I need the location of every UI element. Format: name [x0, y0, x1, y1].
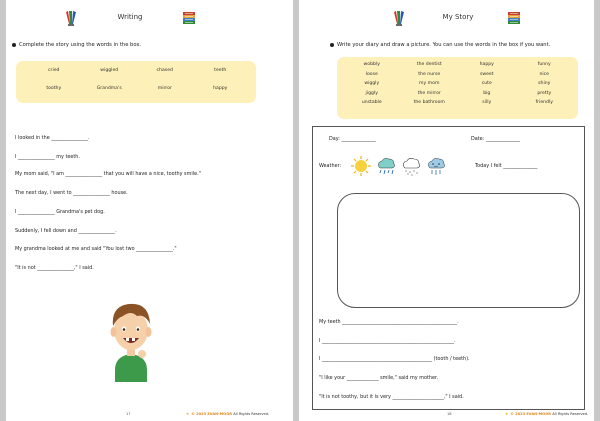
copyright: ★ © 2023 EVAN-MOOR All Rights Reserved.: [505, 412, 589, 416]
word-cell: the dentist: [416, 62, 442, 67]
story-sentence[interactable]: My mom said, "I am _______________ that you will have a nice, toothy smile.": [15, 171, 201, 177]
weather-label: Weather:: [319, 163, 342, 169]
word-cell: happy: [213, 86, 228, 91]
page-title: Writing: [117, 13, 143, 21]
left-page: [6, 0, 293, 421]
word-cell: silly: [482, 100, 492, 105]
word-cell: mirror: [157, 86, 172, 91]
story-line[interactable]: My teeth _______________________________________________.: [319, 319, 459, 325]
story-line[interactable]: "It is not toothy, but it is very _____________________," I said.: [319, 394, 464, 400]
copyright: ★ © 2023 EVAN-MOOR All Rights Reserved.: [186, 412, 270, 416]
word-cell: wobbly: [363, 62, 380, 67]
word-cell: shiny: [538, 81, 551, 86]
word-grid: [343, 62, 573, 105]
drawing-area[interactable]: [337, 193, 580, 308]
page-number: 17: [126, 412, 131, 416]
word-cell: sweet: [479, 71, 494, 77]
left-header: [6, 10, 293, 26]
story-sentence[interactable]: I _______________ my teeth.: [15, 154, 80, 160]
books-icon: [182, 10, 196, 26]
word-grid: [26, 68, 248, 91]
word-cell: cried: [48, 68, 60, 73]
word-cell: cute: [481, 81, 492, 86]
word-cell: unstable: [361, 100, 382, 105]
word-cell: loose: [365, 71, 378, 77]
day-field[interactable]: Day: ______________: [329, 136, 376, 142]
instruction: Complete the story using the words in the box.: [12, 42, 141, 48]
word-cell: nice: [539, 71, 550, 77]
word-cell: my mom: [419, 81, 440, 86]
word-cell: jiggly: [365, 90, 378, 96]
bullet-icon: [12, 43, 16, 47]
word-cell: pretty: [537, 90, 552, 96]
word-cell: wiggly: [364, 81, 380, 86]
word-cell: teeth: [214, 68, 227, 73]
date-field[interactable]: Date: ______________: [471, 136, 521, 142]
story-sentence[interactable]: I _______________ Grandma's pet dog.: [15, 209, 105, 215]
word-cell: funny: [537, 62, 551, 67]
page-title: My Story: [442, 13, 474, 21]
story-line[interactable]: I _____________________________________________ (tooth / teeth).: [319, 356, 470, 362]
today-felt-field[interactable]: Today I felt ______________: [475, 163, 538, 169]
word-cell: the bathroom: [413, 100, 445, 105]
story-sentence[interactable]: "It is not _______________," I said.: [15, 265, 94, 271]
right-page: [299, 0, 594, 421]
word-cell: wiggled: [100, 68, 119, 73]
word-cell: toothy: [46, 86, 62, 91]
word-cell: Grandma's: [96, 86, 122, 91]
story-sentence[interactable]: The next day, I went to _______________ house.: [15, 190, 128, 196]
snow-cloud-icon[interactable]: [425, 155, 447, 177]
books-icon: [507, 10, 521, 26]
instruction: Write your diary and draw a picture. You can use the words in the box if you want.: [330, 42, 550, 48]
star-icon: ★: [186, 412, 190, 416]
bullet-icon: [330, 43, 334, 47]
star-icon: ★: [505, 412, 509, 416]
right-header: [299, 10, 594, 26]
story-sentence[interactable]: My grandma looked at me and said "You lost two _______________.": [15, 246, 177, 252]
page-number: 18: [447, 412, 452, 416]
sun-icon[interactable]: [350, 155, 372, 177]
word-cell: happy: [479, 62, 494, 67]
cloud-icon[interactable]: [400, 155, 422, 177]
rain-cloud-icon[interactable]: [375, 155, 397, 177]
pencils-icon: [392, 10, 406, 26]
word-cell: friendly: [535, 100, 553, 105]
story-sentence[interactable]: Suddenly, I fell down and _______________.: [15, 228, 117, 234]
word-cell: the nurse: [418, 71, 441, 77]
story-frame: [312, 126, 585, 410]
word-cell: big: [483, 90, 491, 96]
word-cell: chased: [156, 68, 173, 73]
story-line[interactable]: "I like your _____________ smile," said my mother.: [319, 375, 439, 381]
story-line[interactable]: I ______________________________________________________.: [319, 338, 456, 344]
pencils-icon: [64, 10, 78, 26]
word-cell: the mirror: [417, 90, 441, 96]
boy-illustration: [101, 296, 161, 382]
story-sentence[interactable]: I looked in the _______________.: [15, 135, 90, 141]
